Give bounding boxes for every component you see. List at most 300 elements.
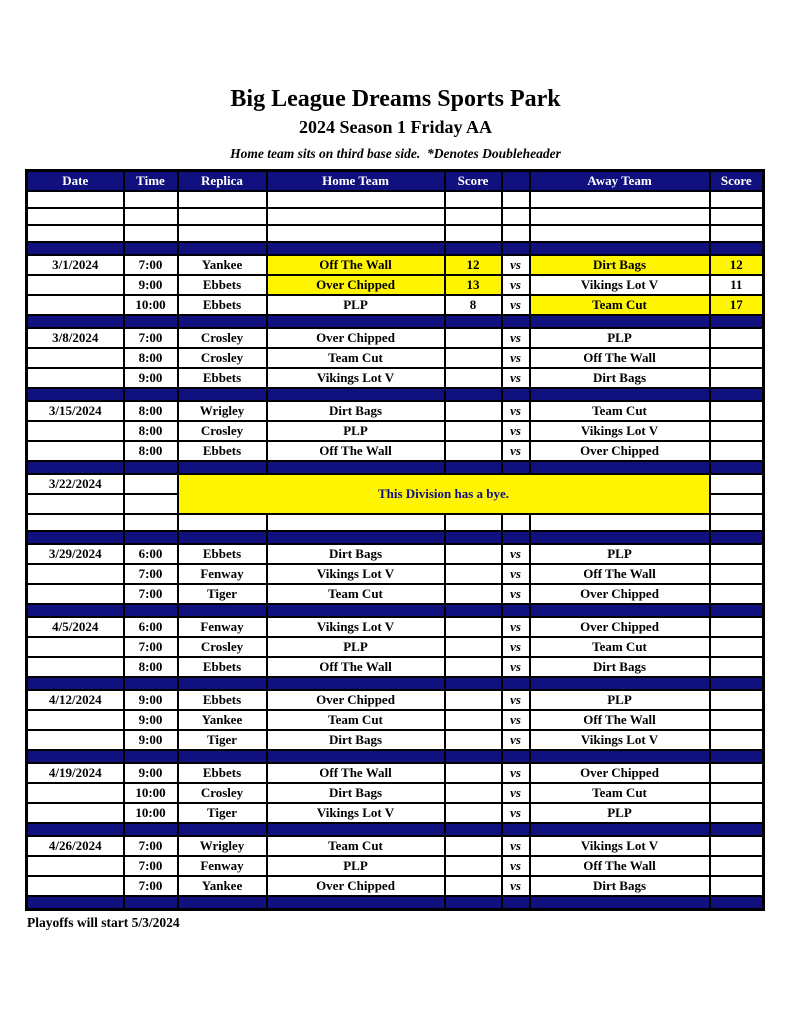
blank-row: [27, 191, 764, 208]
game-row: [27, 617, 764, 637]
home-team-cell: Team Cut: [267, 836, 445, 856]
home-team-cell: Vikings Lot V: [267, 564, 445, 584]
home-score-cell: [445, 637, 502, 657]
blank-cell: [502, 225, 530, 242]
separator-cell: [27, 823, 124, 836]
schedule-table: [25, 169, 765, 911]
vs-cell: vs: [502, 856, 530, 876]
away-team-cell: Over Chipped: [530, 617, 710, 637]
game-row: [27, 584, 764, 604]
game-row: [27, 421, 764, 441]
time-cell: 10:00: [124, 803, 178, 823]
away-team-cell: PLP: [530, 544, 710, 564]
time-cell: 7:00: [124, 836, 178, 856]
replica-cell: Ebbets: [178, 690, 267, 710]
separator-cell: [124, 388, 178, 401]
separator-cell: [502, 461, 530, 474]
separator-cell: [27, 604, 124, 617]
away-team-cell: PLP: [530, 328, 710, 348]
home-score-cell: [445, 763, 502, 783]
separator-cell: [124, 677, 178, 690]
blank-cell: [124, 514, 178, 531]
date-cell: [27, 803, 124, 823]
separator-cell: [530, 315, 710, 328]
date-cell: [27, 295, 124, 315]
game-row: [27, 763, 764, 783]
away-score-cell: [710, 657, 764, 677]
away-team-cell: PLP: [530, 690, 710, 710]
home-score-cell: [445, 368, 502, 388]
time-cell: [124, 474, 178, 494]
home-team-cell: PLP: [267, 856, 445, 876]
home-score-cell: [445, 328, 502, 348]
away-score-cell: 11: [710, 275, 764, 295]
blank-cell: [502, 514, 530, 531]
separator-cell: [124, 896, 178, 910]
time-cell: 6:00: [124, 617, 178, 637]
time-cell: 9:00: [124, 275, 178, 295]
date-cell: [27, 730, 124, 750]
game-row: [27, 690, 764, 710]
vs-cell: vs: [502, 763, 530, 783]
separator-cell: [710, 677, 764, 690]
separator-cell: [445, 531, 502, 544]
blank-cell: [267, 191, 445, 208]
blank-cell: [27, 191, 124, 208]
separator-cell: [710, 750, 764, 763]
replica-cell: Wrigley: [178, 401, 267, 421]
date-cell: 3/1/2024: [27, 255, 124, 275]
separator-cell: [178, 461, 267, 474]
blank-cell: [267, 225, 445, 242]
separator-cell: [530, 388, 710, 401]
vs-cell: vs: [502, 803, 530, 823]
blank-cell: [710, 225, 764, 242]
blank-cell: [710, 191, 764, 208]
away-score-cell: [710, 494, 764, 514]
away-team-cell: Team Cut: [530, 637, 710, 657]
blank-cell: [27, 225, 124, 242]
replica-cell: Ebbets: [178, 763, 267, 783]
date-cell: [27, 856, 124, 876]
blank-cell: [530, 191, 710, 208]
replica-cell: Yankee: [178, 710, 267, 730]
date-cell: [27, 421, 124, 441]
time-cell: 7:00: [124, 255, 178, 275]
date-cell: [27, 564, 124, 584]
time-cell: [124, 494, 178, 514]
vs-cell: vs: [502, 421, 530, 441]
home-score-cell: [445, 803, 502, 823]
separator-cell: [267, 896, 445, 910]
away-score-cell: [710, 730, 764, 750]
time-cell: 8:00: [124, 401, 178, 421]
away-team-cell: Team Cut: [530, 295, 710, 315]
home-team-cell: PLP: [267, 421, 445, 441]
time-cell: 7:00: [124, 876, 178, 896]
time-cell: 9:00: [124, 690, 178, 710]
home-score-cell: [445, 876, 502, 896]
game-row: [27, 876, 764, 896]
time-cell: 8:00: [124, 348, 178, 368]
blank-cell: [530, 208, 710, 225]
bye-banner: This Division has a bye.: [178, 474, 710, 514]
home-team-cell: Vikings Lot V: [267, 617, 445, 637]
date-cell: [27, 348, 124, 368]
separator-cell: [445, 388, 502, 401]
home-score-cell: 8: [445, 295, 502, 315]
schedule-table-body: [27, 191, 764, 910]
away-team-cell: Over Chipped: [530, 584, 710, 604]
bye-row: [27, 474, 764, 494]
separator-cell: [27, 315, 124, 328]
home-team-cell: Team Cut: [267, 348, 445, 368]
blank-row: [27, 514, 764, 531]
home-score-cell: [445, 836, 502, 856]
home-team-cell: Dirt Bags: [267, 401, 445, 421]
home-team-cell: Off The Wall: [267, 441, 445, 461]
separator-cell: [530, 823, 710, 836]
blank-cell: [27, 208, 124, 225]
separator-cell: [27, 531, 124, 544]
separator-cell: [445, 896, 502, 910]
separator-cell: [124, 531, 178, 544]
away-score-cell: [710, 637, 764, 657]
away-team-cell: Off The Wall: [530, 348, 710, 368]
date-cell: [27, 783, 124, 803]
header-home-score: Score: [445, 171, 502, 192]
home-score-cell: [445, 421, 502, 441]
separator-cell: [267, 823, 445, 836]
separator-cell: [445, 677, 502, 690]
separator-cell: [710, 896, 764, 910]
time-cell: 7:00: [124, 564, 178, 584]
vs-cell: vs: [502, 876, 530, 896]
replica-cell: Crosley: [178, 328, 267, 348]
vs-cell: vs: [502, 710, 530, 730]
date-cell: 4/5/2024: [27, 617, 124, 637]
time-cell: 8:00: [124, 421, 178, 441]
date-cell: 3/8/2024: [27, 328, 124, 348]
separator-cell: [710, 388, 764, 401]
time-cell: 8:00: [124, 657, 178, 677]
separator-cell: [530, 461, 710, 474]
away-team-cell: Dirt Bags: [530, 657, 710, 677]
blank-cell: [267, 208, 445, 225]
vs-cell: vs: [502, 255, 530, 275]
away-score-cell: [710, 763, 764, 783]
separator-cell: [267, 388, 445, 401]
home-score-cell: [445, 730, 502, 750]
home-score-cell: 13: [445, 275, 502, 295]
replica-cell: Tiger: [178, 803, 267, 823]
vs-cell: vs: [502, 836, 530, 856]
replica-cell: Ebbets: [178, 368, 267, 388]
date-cell: [27, 494, 124, 514]
home-score-cell: [445, 856, 502, 876]
time-cell: 9:00: [124, 368, 178, 388]
separator-cell: [267, 750, 445, 763]
time-cell: 6:00: [124, 544, 178, 564]
replica-cell: Crosley: [178, 421, 267, 441]
separator-cell: [27, 896, 124, 910]
date-cell: [27, 275, 124, 295]
separator-cell: [502, 242, 530, 255]
separator-row: [27, 896, 764, 910]
separator-row: [27, 677, 764, 690]
time-cell: 10:00: [124, 295, 178, 315]
blank-cell: [178, 191, 267, 208]
home-team-cell: Over Chipped: [267, 690, 445, 710]
away-team-cell: Dirt Bags: [530, 255, 710, 275]
away-team-cell: Dirt Bags: [530, 368, 710, 388]
separator-row: [27, 823, 764, 836]
vs-cell: vs: [502, 348, 530, 368]
home-team-cell: Over Chipped: [267, 275, 445, 295]
away-score-cell: [710, 348, 764, 368]
away-score-cell: [710, 876, 764, 896]
separator-cell: [124, 604, 178, 617]
separator-cell: [445, 461, 502, 474]
game-row: [27, 856, 764, 876]
date-cell: [27, 657, 124, 677]
time-cell: 7:00: [124, 584, 178, 604]
away-score-cell: [710, 617, 764, 637]
home-team-cell: PLP: [267, 637, 445, 657]
date-cell: [27, 368, 124, 388]
home-team-cell: Off The Wall: [267, 255, 445, 275]
home-score-cell: [445, 564, 502, 584]
home-team-cell: Off The Wall: [267, 763, 445, 783]
home-team-cell: Over Chipped: [267, 328, 445, 348]
home-team-note: Home team sits on third base side. *Denotes Doubleheader: [230, 146, 561, 161]
home-team-cell: Vikings Lot V: [267, 368, 445, 388]
home-team-cell: Dirt Bags: [267, 544, 445, 564]
home-score-cell: [445, 710, 502, 730]
blank-cell: [530, 225, 710, 242]
separator-cell: [530, 896, 710, 910]
home-score-cell: 12: [445, 255, 502, 275]
game-row: [27, 637, 764, 657]
separator-cell: [502, 604, 530, 617]
home-team-cell: Dirt Bags: [267, 730, 445, 750]
blank-cell: [267, 514, 445, 531]
blank-cell: [27, 514, 124, 531]
home-score-cell: [445, 401, 502, 421]
separator-cell: [530, 531, 710, 544]
game-row: [27, 368, 764, 388]
home-team-cell: Team Cut: [267, 710, 445, 730]
blank-cell: [124, 191, 178, 208]
separator-cell: [267, 604, 445, 617]
time-cell: 9:00: [124, 730, 178, 750]
vs-cell: vs: [502, 328, 530, 348]
vs-cell: vs: [502, 401, 530, 421]
away-score-cell: [710, 564, 764, 584]
home-score-cell: [445, 348, 502, 368]
separator-cell: [445, 604, 502, 617]
blank-cell: [124, 208, 178, 225]
home-team-cell: Dirt Bags: [267, 783, 445, 803]
away-score-cell: [710, 856, 764, 876]
header-away-team: Away Team: [530, 171, 710, 192]
away-score-cell: [710, 690, 764, 710]
separator-cell: [124, 461, 178, 474]
separator-cell: [124, 315, 178, 328]
vs-cell: vs: [502, 637, 530, 657]
vs-cell: vs: [502, 368, 530, 388]
separator-cell: [178, 388, 267, 401]
replica-cell: Ebbets: [178, 657, 267, 677]
time-cell: 10:00: [124, 783, 178, 803]
game-row: [27, 401, 764, 421]
game-row: [27, 836, 764, 856]
separator-cell: [710, 823, 764, 836]
away-team-cell: Off The Wall: [530, 564, 710, 584]
game-row: [27, 275, 764, 295]
vs-cell: vs: [502, 690, 530, 710]
separator-cell: [710, 531, 764, 544]
header-home-team: Home Team: [267, 171, 445, 192]
separator-cell: [267, 531, 445, 544]
replica-cell: Ebbets: [178, 275, 267, 295]
away-team-cell: PLP: [530, 803, 710, 823]
game-row: [27, 295, 764, 315]
blank-row: [27, 225, 764, 242]
game-row: [27, 255, 764, 275]
header-away-score: Score: [710, 171, 764, 192]
separator-cell: [27, 677, 124, 690]
replica-cell: Fenway: [178, 617, 267, 637]
game-row: [27, 783, 764, 803]
game-row: [27, 564, 764, 584]
blank-cell: [710, 514, 764, 531]
separator-cell: [124, 242, 178, 255]
away-team-cell: Vikings Lot V: [530, 275, 710, 295]
away-team-cell: Vikings Lot V: [530, 421, 710, 441]
game-row: [27, 657, 764, 677]
replica-cell: Yankee: [178, 876, 267, 896]
time-cell: 7:00: [124, 328, 178, 348]
away-score-cell: [710, 836, 764, 856]
vs-cell: vs: [502, 584, 530, 604]
separator-cell: [502, 531, 530, 544]
date-cell: 3/15/2024: [27, 401, 124, 421]
blank-cell: [502, 191, 530, 208]
away-score-cell: [710, 368, 764, 388]
blank-cell: [445, 191, 502, 208]
replica-cell: Crosley: [178, 637, 267, 657]
vs-cell: vs: [502, 617, 530, 637]
date-cell: 4/19/2024: [27, 763, 124, 783]
time-cell: 7:00: [124, 637, 178, 657]
game-row: [27, 544, 764, 564]
separator-cell: [27, 388, 124, 401]
replica-cell: Ebbets: [178, 441, 267, 461]
playoffs-note: Playoffs will start 5/3/2024: [27, 915, 180, 930]
away-score-cell: [710, 328, 764, 348]
game-row: [27, 710, 764, 730]
separator-cell: [710, 461, 764, 474]
blank-cell: [710, 208, 764, 225]
separator-row: [27, 242, 764, 255]
separator-cell: [267, 461, 445, 474]
blank-row: [27, 208, 764, 225]
separator-cell: [178, 531, 267, 544]
time-cell: 9:00: [124, 763, 178, 783]
replica-cell: Ebbets: [178, 544, 267, 564]
replica-cell: Wrigley: [178, 836, 267, 856]
home-team-cell: PLP: [267, 295, 445, 315]
away-team-cell: Vikings Lot V: [530, 836, 710, 856]
vs-cell: vs: [502, 783, 530, 803]
game-row: [27, 328, 764, 348]
separator-cell: [502, 388, 530, 401]
replica-cell: Tiger: [178, 584, 267, 604]
vs-cell: vs: [502, 657, 530, 677]
date-cell: [27, 637, 124, 657]
vs-cell: vs: [502, 441, 530, 461]
header-date: Date: [27, 171, 124, 192]
vs-cell: vs: [502, 544, 530, 564]
separator-row: [27, 604, 764, 617]
away-team-cell: Off The Wall: [530, 856, 710, 876]
away-score-cell: [710, 474, 764, 494]
game-row: [27, 803, 764, 823]
date-cell: 4/26/2024: [27, 836, 124, 856]
header-vs: [502, 171, 530, 192]
separator-cell: [710, 604, 764, 617]
home-score-cell: [445, 657, 502, 677]
away-score-cell: 17: [710, 295, 764, 315]
away-score-cell: [710, 401, 764, 421]
away-score-cell: [710, 441, 764, 461]
blank-cell: [124, 225, 178, 242]
blank-cell: [445, 208, 502, 225]
game-row: [27, 441, 764, 461]
blank-cell: [178, 225, 267, 242]
page-title: Big League Dreams Sports Park: [230, 86, 561, 112]
away-score-cell: 12: [710, 255, 764, 275]
vs-cell: vs: [502, 275, 530, 295]
separator-cell: [502, 677, 530, 690]
separator-cell: [27, 242, 124, 255]
away-team-cell: Team Cut: [530, 783, 710, 803]
separator-cell: [530, 242, 710, 255]
replica-cell: Fenway: [178, 564, 267, 584]
separator-cell: [445, 823, 502, 836]
separator-cell: [178, 750, 267, 763]
vs-cell: vs: [502, 564, 530, 584]
separator-cell: [502, 823, 530, 836]
time-cell: 9:00: [124, 710, 178, 730]
separator-cell: [124, 750, 178, 763]
game-row: [27, 348, 764, 368]
game-row: [27, 730, 764, 750]
home-score-cell: [445, 441, 502, 461]
separator-row: [27, 315, 764, 328]
separator-cell: [178, 823, 267, 836]
vs-cell: vs: [502, 730, 530, 750]
blank-cell: [530, 514, 710, 531]
home-score-cell: [445, 690, 502, 710]
separator-cell: [710, 242, 764, 255]
replica-cell: Tiger: [178, 730, 267, 750]
away-team-cell: Over Chipped: [530, 441, 710, 461]
separator-cell: [267, 242, 445, 255]
separator-cell: [267, 315, 445, 328]
blank-cell: [502, 208, 530, 225]
